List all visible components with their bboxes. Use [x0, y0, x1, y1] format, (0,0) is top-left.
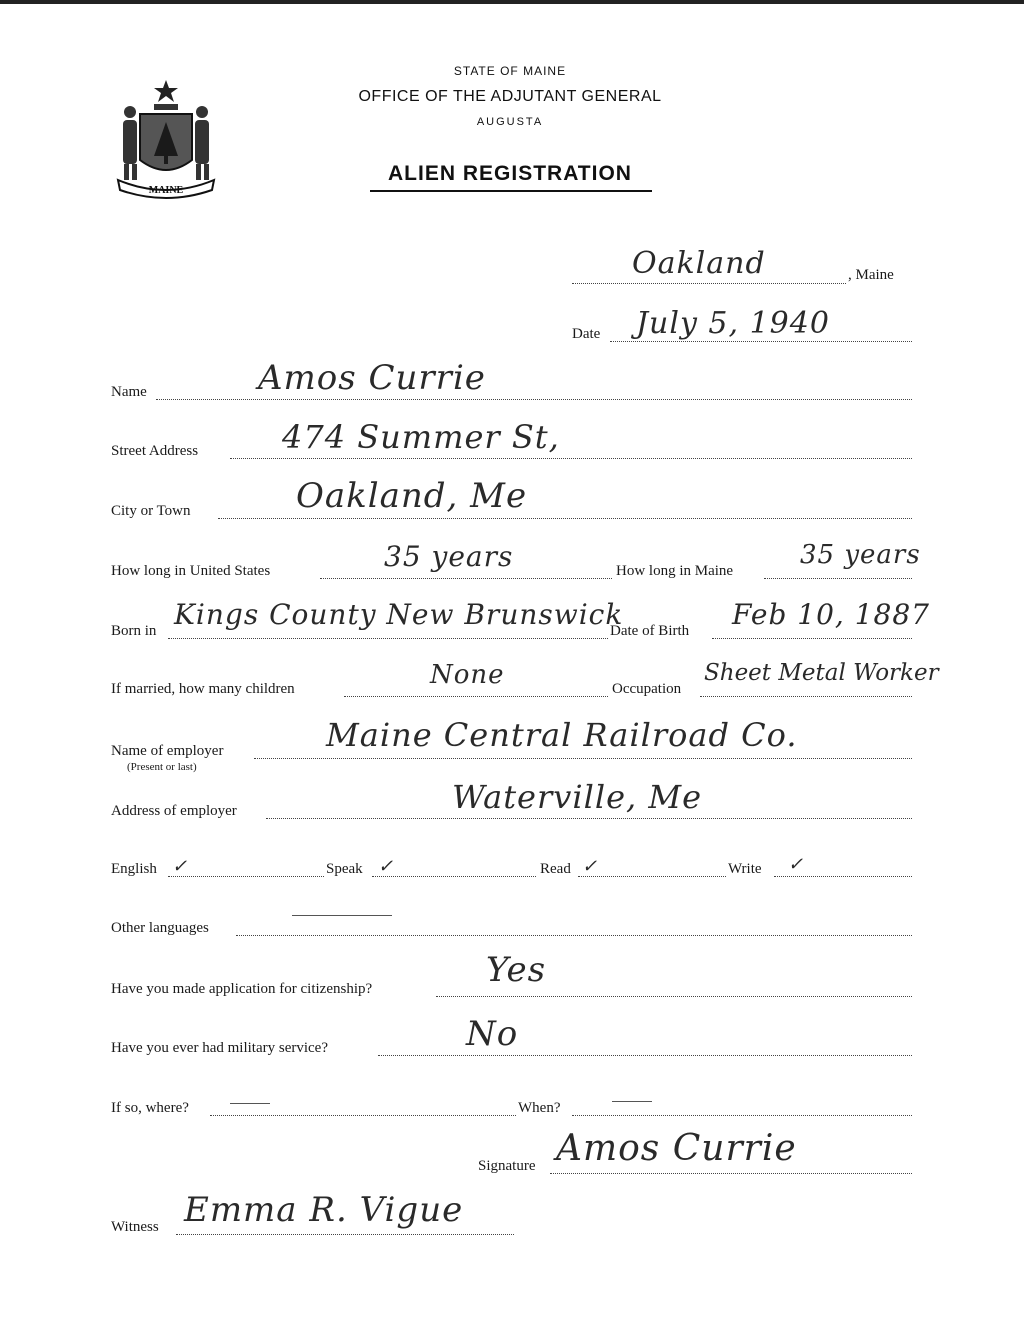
other-languages-dash: [292, 915, 392, 916]
date-line: [610, 341, 912, 342]
where-line: [210, 1115, 516, 1116]
born-in-label: Born in: [111, 623, 157, 639]
date-of-birth-line: [712, 638, 912, 639]
title-underline: [370, 190, 652, 192]
employer-line: [254, 758, 912, 759]
how-long-maine-line: [764, 578, 912, 579]
when-line: [572, 1115, 912, 1116]
date-value: July 5, 1940: [636, 306, 830, 341]
how-long-maine-label: How long in Maine: [616, 563, 734, 579]
citizenship-line: [436, 996, 912, 997]
witness-line: [176, 1234, 514, 1235]
military-value: No: [466, 1014, 519, 1054]
children-line: [344, 696, 608, 697]
write-value: ✓: [788, 854, 805, 875]
street-line: [230, 458, 912, 459]
citizenship-value: Yes: [486, 950, 547, 990]
other-languages-line: [236, 935, 912, 936]
employer-value: Maine Central Railroad Co.: [326, 716, 798, 754]
military-label: Have you ever had military service?: [111, 1040, 328, 1056]
children-value: None: [430, 660, 505, 690]
city-label: City or Town: [111, 503, 191, 519]
signature-label: Signature: [478, 1158, 536, 1174]
speak-label: Speak: [326, 861, 363, 877]
occupation-line: [700, 696, 912, 697]
name-label: Name: [111, 384, 147, 400]
date-label: Date: [572, 326, 601, 342]
how-long-us-value: 35 years: [384, 540, 514, 573]
where-dash: [230, 1103, 270, 1104]
city-line: [218, 518, 912, 519]
english-value: ✓: [172, 856, 189, 877]
place-line: [572, 283, 846, 284]
when-dash: [612, 1101, 652, 1102]
how-long-maine-value: 35 years: [800, 540, 921, 570]
read-value: ✓: [582, 856, 599, 877]
witness-value: Emma R. Vigue: [184, 1190, 464, 1230]
header-state: STATE OF MAINE: [453, 64, 567, 78]
name-line: [156, 399, 912, 400]
where-label: If so, where?: [111, 1100, 189, 1116]
svg-text:MAINE: MAINE: [148, 185, 184, 196]
how-long-us-line: [320, 578, 612, 579]
born-in-value: Kings County New Brunswick: [174, 598, 624, 631]
employer-label: Name of employer: [111, 743, 224, 759]
date-of-birth-value: Feb 10, 1887: [732, 598, 930, 631]
employer-address-value: Waterville, Me: [452, 778, 703, 816]
witness-label: Witness: [111, 1219, 159, 1235]
street-label: Street Address: [111, 443, 199, 459]
date-of-birth-label: Date of Birth: [610, 623, 690, 639]
english-line: [168, 876, 324, 877]
occupation-label: Occupation: [612, 681, 682, 697]
state-seal-icon: [112, 76, 220, 204]
header-office: OFFICE OF THE ADJUTANT GENERAL: [358, 88, 662, 105]
employer-address-label: Address of employer: [111, 803, 237, 819]
read-line: [578, 876, 726, 877]
signature-line: [550, 1173, 912, 1174]
born-in-line: [168, 638, 608, 639]
speak-line: [372, 876, 536, 877]
employer-address-line: [266, 818, 912, 819]
english-label: English: [111, 861, 157, 877]
speak-value: ✓: [378, 856, 395, 877]
form-title: ALIEN REGISTRATION: [388, 162, 632, 185]
top-border: [0, 0, 1024, 4]
name-value: Amos Currie: [258, 358, 486, 398]
children-label: If married, how many children: [111, 681, 295, 697]
street-value: 474 Summer St,: [282, 418, 560, 456]
how-long-us-label: How long in United States: [111, 563, 271, 579]
write-line: [774, 876, 912, 877]
place-value: Oakland: [632, 246, 766, 281]
other-languages-label: Other languages: [111, 920, 209, 936]
read-label: Read: [540, 861, 571, 877]
occupation-value: Sheet Metal Worker: [704, 660, 939, 686]
maine-label: , Maine: [848, 267, 894, 283]
city-value: Oakland, Me: [296, 476, 528, 516]
header-city: AUGUSTA: [476, 116, 544, 128]
citizenship-label: Have you made application for citizenship?: [111, 981, 373, 997]
military-line: [378, 1055, 912, 1056]
signature-value: Amos Currie: [556, 1128, 797, 1169]
write-label: Write: [728, 861, 762, 877]
employer-note: (Present or last): [127, 761, 197, 773]
when-label: When?: [518, 1100, 561, 1116]
